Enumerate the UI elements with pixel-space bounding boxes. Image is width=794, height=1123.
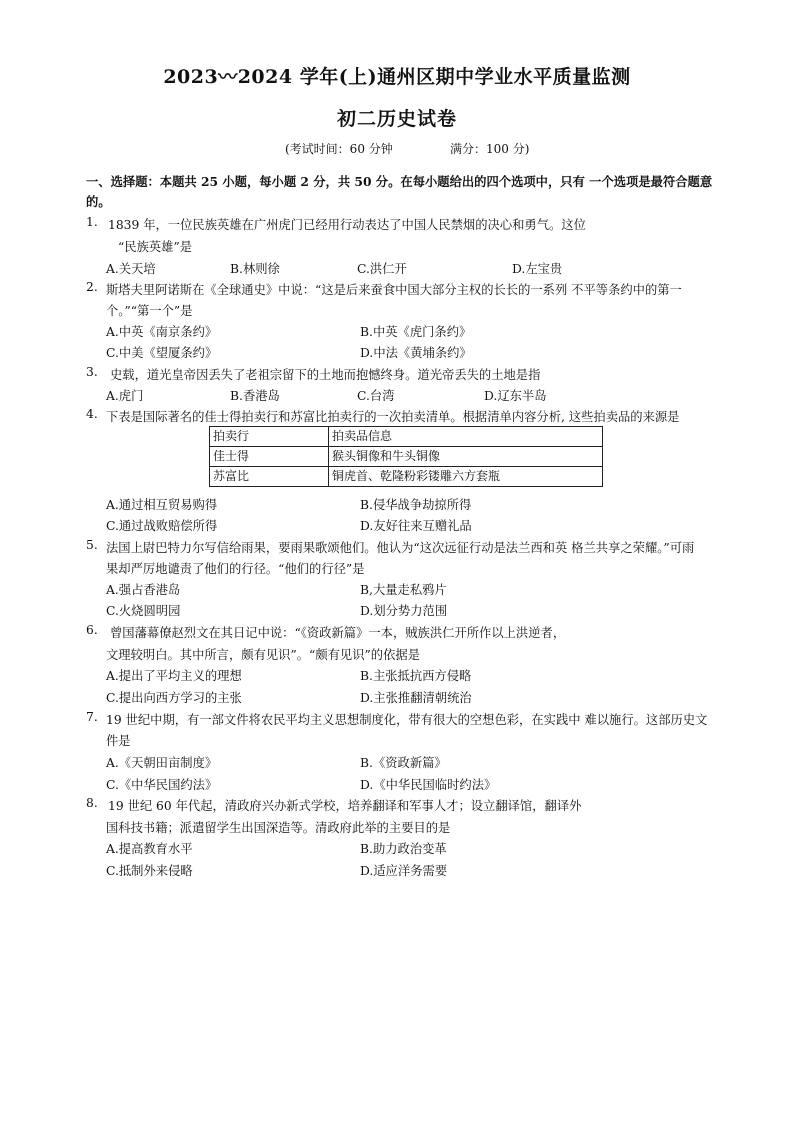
option-d: D.友好往来互赠礼品 [360, 519, 472, 533]
question-number: 8. [86, 796, 98, 810]
question-stem-line: 件是 [106, 734, 131, 748]
question-stem-line: 文理较明白。其中所言，颇有见识”。“颇有见识”的依据是 [106, 648, 420, 662]
option-b: B.主张抵抗西方侵略 [360, 669, 472, 683]
option-b: B.香港岛 [230, 389, 280, 403]
question-stem-line: 史载，道光皇帝因丢失了老祖宗留下的土地而抱憾终身。道光帝丢失的土地是指 [110, 368, 541, 382]
table-row [210, 467, 603, 487]
option-d: D.《中华民国临时约法》 [360, 778, 497, 792]
option-c: C.台湾 [357, 389, 395, 403]
question-stem-line: 曾国藩幕僚赵烈文在其日记中说：“《资政新篇》一本，贼族洪仁开所作以上洪逆者， [110, 626, 566, 640]
question-number: 7. [86, 710, 98, 724]
option-b: B.侵华战争劫掠所得 [360, 498, 472, 512]
question-stem-line: “民族英雄”是 [118, 240, 193, 254]
auction-table [209, 426, 603, 487]
option-a: A.提高教育水平 [106, 842, 193, 856]
table-header-cell: 拍卖品信息 [329, 427, 603, 447]
option-b: B.林则徐 [230, 262, 280, 276]
option-a: A.《天朝田亩制度》 [106, 756, 218, 770]
option-b: B.《资政新篇》 [360, 756, 447, 770]
page-subtitle: 初二历史试卷 [336, 108, 457, 130]
option-c: C.火烧圆明园 [106, 604, 181, 618]
table-cell: 铜虎首、乾隆粉彩镂雕六方套瓶 [329, 467, 603, 487]
option-d: D.左宝贵 [512, 262, 563, 276]
option-a: A.关天培 [106, 262, 156, 276]
option-a: A.通过相互贸易购得 [106, 498, 218, 512]
option-a: A.中英《南京条约》 [106, 325, 218, 339]
question-number: 1. [86, 215, 98, 229]
question-stem-line: 国科技书籍；派遣留学生出国深造等。清政府此举的主要目的是 [106, 821, 451, 835]
option-b: B.助力政治变革 [360, 842, 447, 856]
table-cell: 猴头铜像和牛头铜像 [329, 447, 603, 467]
option-c: C.提出向西方学习的主张 [106, 691, 242, 705]
option-a: A.虎门 [106, 389, 144, 403]
question-stem-line: 果却严厉地谴责了他们的行径。“他们的行径”是 [106, 562, 365, 576]
option-b: B.中英《虎门条约》 [360, 325, 472, 339]
question-stem-line: 斯塔夫里阿诺斯在《全球通史》中说：“这是后来蚕食中国大部分主权的长长的一系列 不平等条约中的第一 [106, 283, 682, 297]
table-cell: 苏富比 [210, 467, 329, 487]
option-c: C.通过战败赔偿所得 [106, 519, 218, 533]
table-header-row [210, 427, 603, 447]
option-d: D.辽东半岛 [484, 389, 547, 403]
option-d: D.适应洋务需要 [360, 864, 448, 878]
question-number: 2. [86, 280, 98, 294]
option-a: A.强占香港岛 [106, 583, 181, 597]
option-c: C.《中华民国约法》 [106, 778, 218, 792]
table-cell: 佳士得 [210, 447, 329, 467]
question-stem-line: 19 世纪中期，有一部文件将农民平均主义思想制度化，带有很大的空想色彩，在实践中 难以施行。这部历史文 [106, 713, 708, 727]
question-stem-line: 1839 年，一位民族英雄在广州虎门已经用行动表达了中国人民禁烟的决心和勇气。这位 [108, 218, 586, 232]
table-header-cell: 拍卖行 [210, 427, 329, 447]
question-number: 3. [86, 365, 98, 379]
question-number: 6. [86, 623, 98, 637]
section-heading: 一、选择题：本题共 25 小题，每小题 2 分，共 50 分。在每小题给出的四个选项中，只有 一个选项是最符合题意的。 [86, 174, 713, 209]
option-a: A.提出了平均主义的理想 [106, 669, 242, 683]
option-d: D.主张推翻清朝统治 [360, 691, 472, 705]
question-number: 5. [86, 538, 98, 552]
option-c: C.中美《望厦条约》 [106, 346, 218, 360]
option-d: D.中法《黄埔条约》 [360, 346, 472, 360]
question-stem-line: 个。”“第一个”是 [106, 304, 193, 318]
exam-score: 满分：100 分) [450, 142, 530, 156]
question-stem-line: 下表是国际著名的佳士得拍卖行和苏富比拍卖行的一次拍卖清单。根据清单内容分析, 这些拍卖品的来源是 [106, 410, 680, 424]
page-title: 2023〰2024 学年(上)通州区期中学业水平质量监测 [163, 66, 631, 88]
option-c: C.洪仁开 [357, 262, 407, 276]
exam-time: (考试时间：60 分钟 [285, 142, 393, 156]
question-stem-line: 19 世纪 60 年代起，清政府兴办新式学校，培养翻译和军事人才；设立翻译馆，翻译外 [108, 799, 582, 813]
question-number: 4. [86, 407, 98, 421]
option-c: C.抵制外来侵略 [106, 864, 193, 878]
table-row [210, 447, 603, 467]
option-b: B,大量走私鸦片 [360, 583, 447, 597]
option-d: D.划分势力范围 [360, 604, 448, 618]
question-stem-line: 法国上尉巴特力尔写信给雨果，要雨果歌颂他们。他认为“这次远征行动是法兰西和英 格兰共享之荣耀。”可雨 [106, 541, 695, 555]
